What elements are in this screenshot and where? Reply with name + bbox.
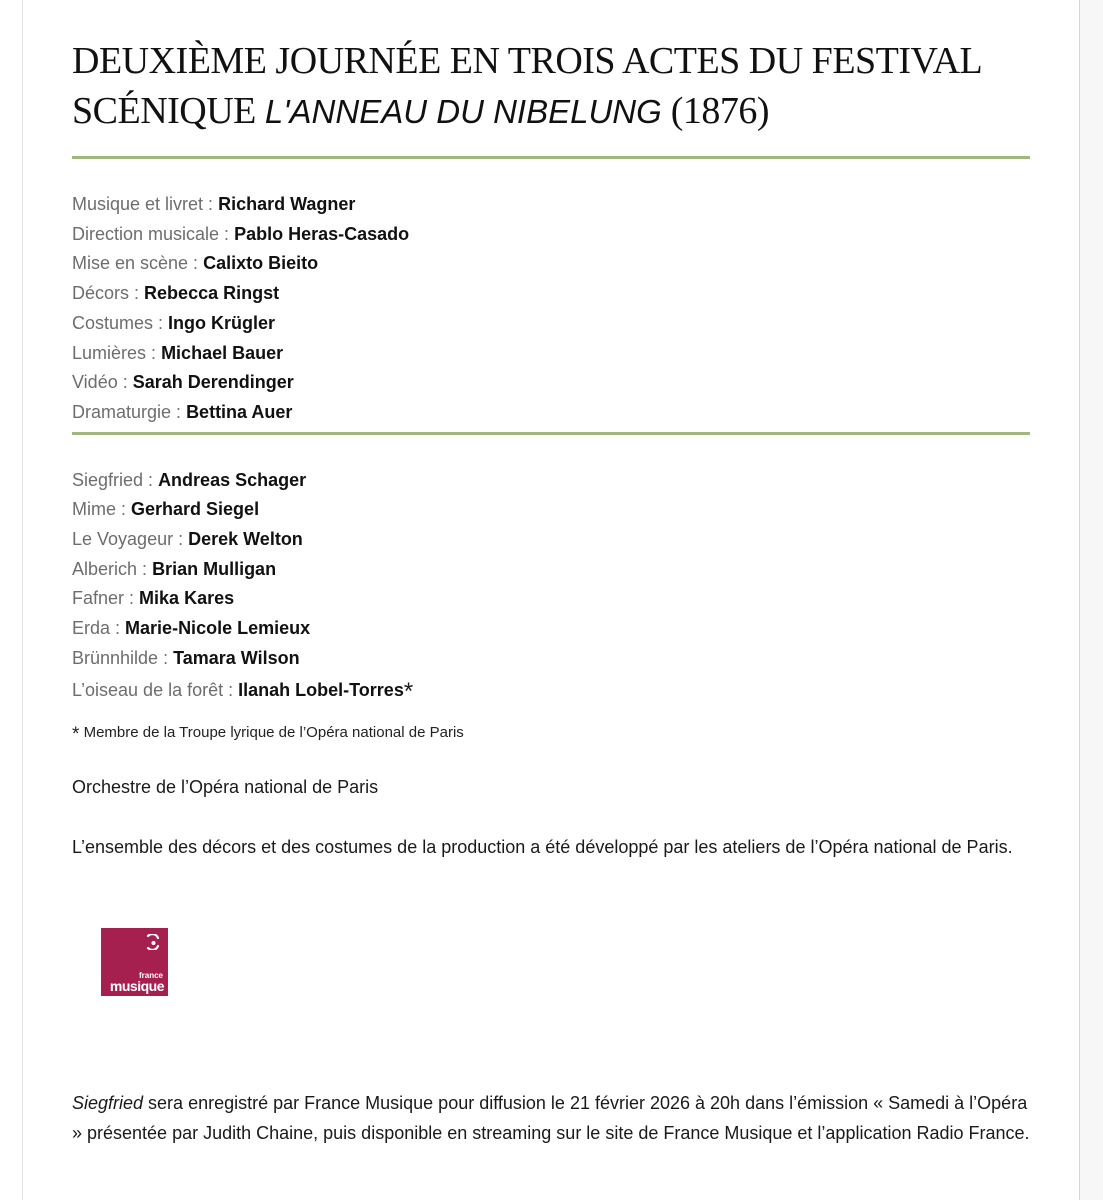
title-text: DEUXIÈME JOURNÉE EN TROIS ACTES DU FESTIVAL SCÉNIQUE <box>72 40 981 132</box>
france-musique-mark-icon <box>145 934 161 950</box>
troupe-footnote <box>72 722 1030 746</box>
crew-item: Dramaturgie : Bettina Auer <box>72 401 293 422</box>
logo-line-1: france <box>138 971 163 980</box>
ateliers-note: L’ensemble des décors et des costumes de la production a été développé par les ateliers de l’Opéra national de Paris. <box>72 836 1013 857</box>
cast-item: Alberich : Brian Mulligan <box>72 558 277 579</box>
section-divider <box>72 156 1030 159</box>
production-details <box>72 36 1030 862</box>
cast-item: Brünnhilde : Tamara Wilson <box>72 647 300 668</box>
crew-item: Vidéo : Sarah Derendinger <box>72 372 294 393</box>
cast-item: Mime : Gerhard Siegel <box>72 499 260 520</box>
crew-item: Lumières : Michael Bauer <box>72 342 284 363</box>
section-divider <box>72 432 1030 435</box>
crew-list <box>72 190 1030 428</box>
cast-item: Le Voyageur : Derek Welton <box>72 529 303 550</box>
footnote-marker: * <box>72 724 80 746</box>
logo-line-2: musique <box>109 978 164 994</box>
crew-item: Costumes : Ingo Krügler <box>72 312 276 333</box>
broadcast-text: sera enregistré par France Musique pour diffusion le 21 février 2026 à 20h dans l’émission « Samedi à l’Opéra » présentée par Judith Chaine, puis disponible en streaming sur le site de France Musique et l’application Radio France. <box>72 1093 1030 1143</box>
footnote-text: Membre de la Troupe lyrique de l’Opéra national de Paris <box>79 724 464 742</box>
cast-item: Fafner : Mika Kares <box>72 588 235 609</box>
broadcast-work: Siegfried <box>72 1093 144 1113</box>
crew-item: Musique et livret : Richard Wagner <box>72 194 356 214</box>
cast-item: Siegfried : Andreas Schager <box>72 469 307 490</box>
page-frame-left <box>22 0 23 1200</box>
broadcast-note <box>72 1089 1034 1148</box>
title-year: (1876) <box>661 90 770 132</box>
cast-list <box>72 466 1030 706</box>
crew-item: Mise en scène : Calixto Bieito <box>72 253 319 274</box>
orchestra-note: Orchestre de l’Opéra national de Paris <box>72 777 379 798</box>
troupe-marker: * <box>403 677 414 705</box>
crew-item: Décors : Rebecca Ringst <box>72 283 280 304</box>
france-musique-logo <box>101 928 168 996</box>
title-work: L'ANNEAU DU NIBELUNG <box>264 93 662 130</box>
cast-item: Erda : Marie-Nicole Lemieux <box>72 618 311 639</box>
cast-item: L’oiseau de la forêt : Ilanah Lobel-Torres* <box>72 677 414 705</box>
crew-item: Direction musicale : Pablo Heras-Casado <box>72 223 410 244</box>
scroll-gutter <box>1080 0 1103 1200</box>
page-title <box>72 36 1030 137</box>
